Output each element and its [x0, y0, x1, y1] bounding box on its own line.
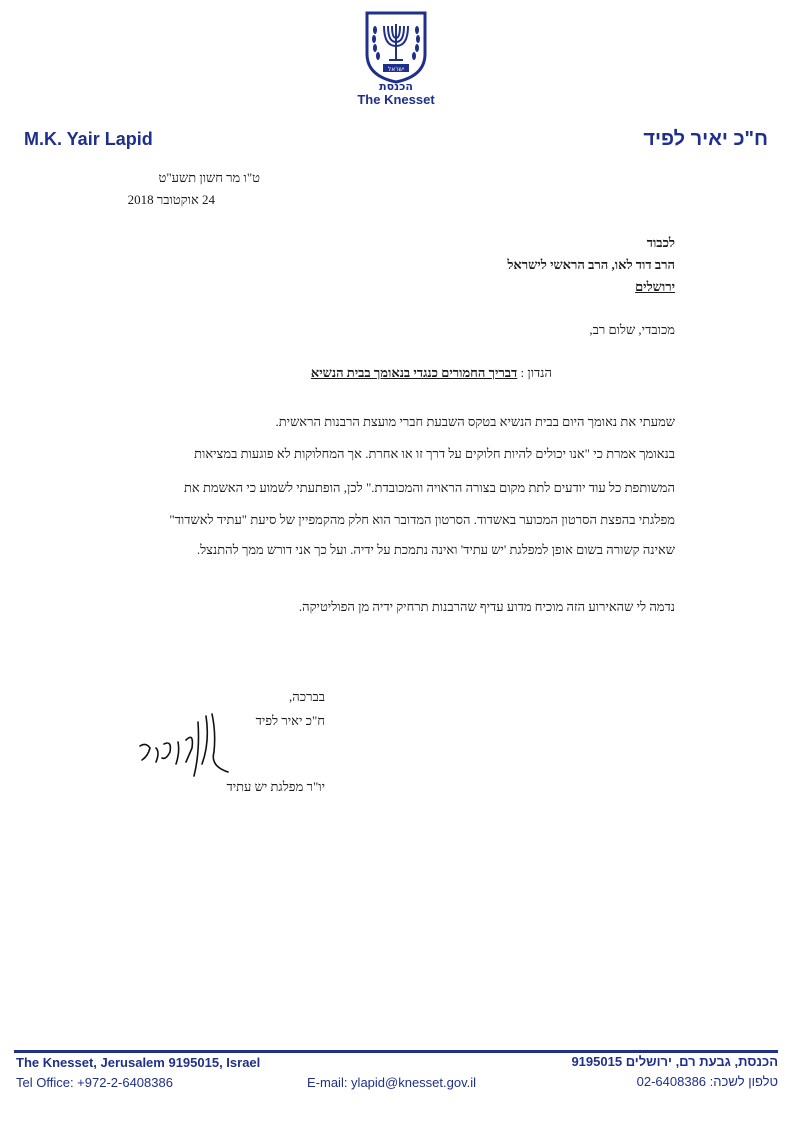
recipient-name: הרב דוד לאו, הרב הראשי לישראל: [507, 257, 675, 272]
emblem-label-hebrew: הכנסת: [379, 80, 413, 93]
footer-phone-hebrew: טלפון לשכה: 02-6408386: [636, 1074, 778, 1089]
member-name-hebrew: ח"כ יאיר לפיד: [643, 128, 768, 150]
svg-text:ישראל: ישראל: [387, 66, 405, 73]
body-line: שמעתי את נאומך היום בבית הנשיא בטקס השבעת חברי מועצת הרבנות הראשית.: [275, 414, 675, 429]
body-line: שאינה קשורה בשום אופן למפלגת 'יש עתיד' ואינה נתמכת על ידיה. ועל כך אני דורש ממך להתנצל.: [196, 542, 675, 557]
subject-text: דבריך החמורים כנגדי בנאומך בבית הנשיא: [310, 365, 518, 380]
handwritten-signature: [136, 712, 236, 778]
recipient-salutation: לכבוד: [646, 235, 675, 250]
footer-address-english: The Knesset, Jerusalem 9195015, Israel: [16, 1055, 261, 1070]
body-line: בנאומך אמרת כי "אנו יכולים להיות חלוקים על דרך זו או אחרת. אך המחלוקות לא פוגעות במציאות: [194, 446, 675, 461]
hebrew-date: ט"ו מר חשון תשע"ט: [158, 170, 260, 185]
knesset-emblem-logo: [363, 10, 429, 84]
signoff-name: ח"כ יאיר לפיד: [255, 713, 325, 728]
emblem-label-english: The Knesset: [357, 92, 435, 107]
subject-line: [311, 364, 552, 382]
footer-address-hebrew: הכנסת, גבעת רם, ירושלים 9195015: [571, 1054, 778, 1069]
body-line: המשותפת כל עוד יודעים לתת מקום בצורה הראויה והמכובדת." לכן, הופתעתי לשמוע כי האשמת את: [183, 480, 675, 495]
subject-label: הנדון :: [520, 365, 552, 380]
body-line: מפלגתי בהפצת הסרטון המכוער באשדוד. הסרטון המדובר הוא חלק מהקמפיין של סיעת "עתיד לאשדוד": [169, 512, 675, 527]
footer-phone-english: Tel Office: +972-2-6408386: [16, 1075, 173, 1090]
closing-paragraph: נדמה לי שהאירוע הזה מוכיח מדוע עדיף שהרבנות תרחיק ידיה מן הפוליטיקה.: [298, 599, 675, 614]
signoff-title: יו"ר מפלגת יש עתיד: [226, 779, 325, 794]
recipient-city: ירושלים: [635, 279, 675, 294]
signoff-regards: בברכה,: [289, 689, 325, 704]
member-name-english: M.K. Yair Lapid: [24, 129, 153, 149]
gregorian-date: 24 אוקטובר 2018: [127, 192, 215, 207]
footer-divider: [14, 1050, 778, 1053]
footer-email[interactable]: E-mail: ylapid@knesset.gov.il: [307, 1075, 477, 1090]
greeting: מכובדי, שלום רב,: [589, 322, 675, 337]
